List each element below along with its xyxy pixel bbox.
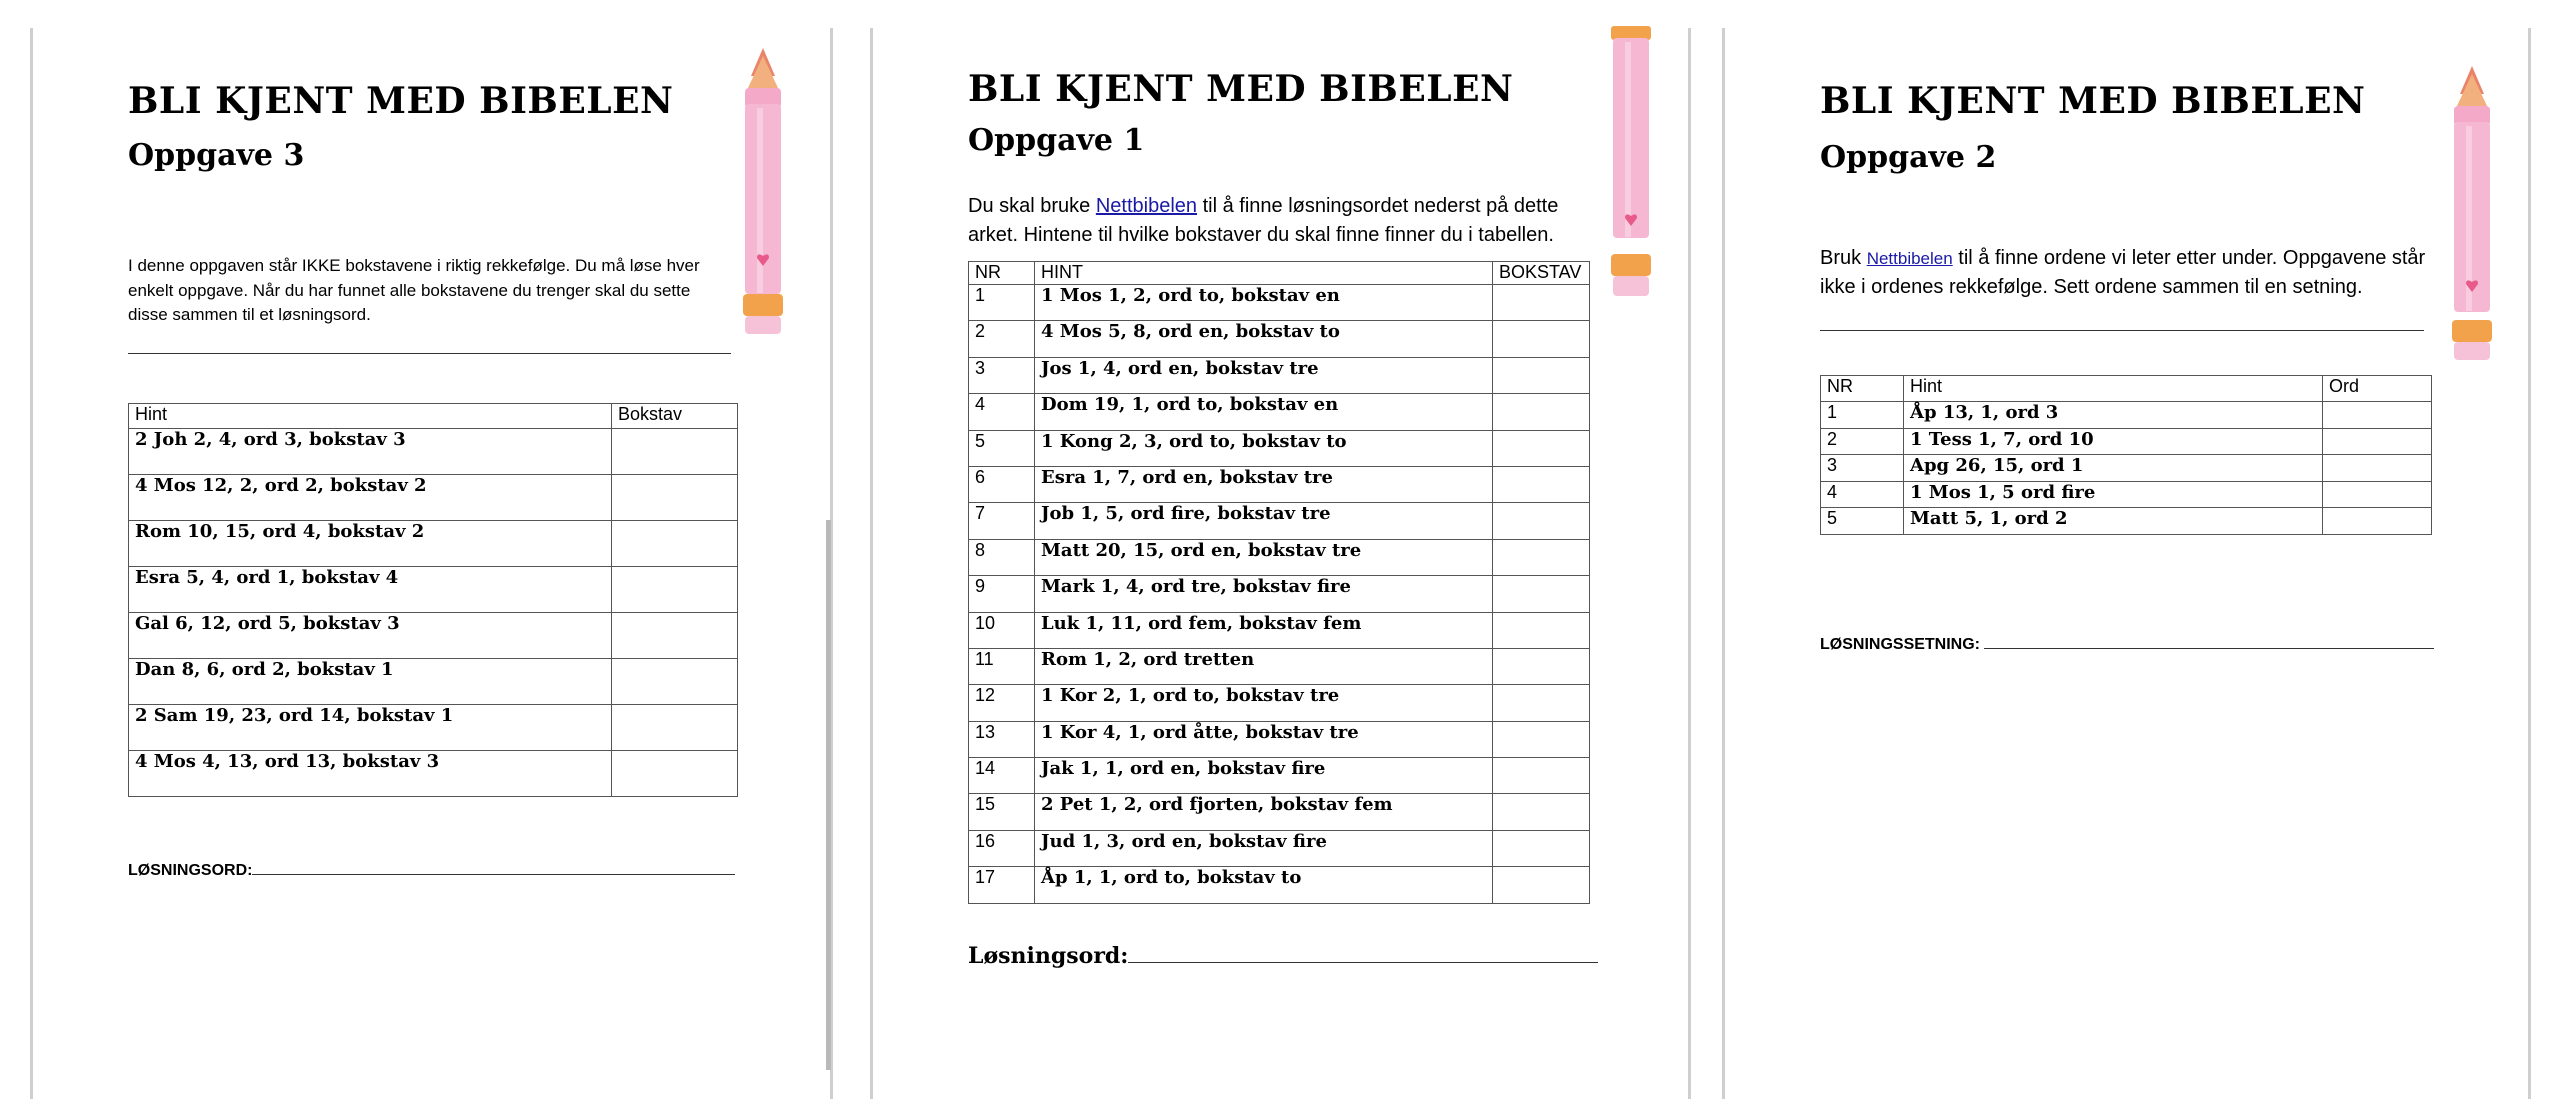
table-row [969,285,1590,321]
solution-line[interactable] [1984,648,2434,649]
intro-text [968,192,1580,250]
answer-cell[interactable] [2323,455,2432,482]
table-row [129,751,738,797]
answer-cell[interactable] [612,659,738,705]
column-header-nr: NR [969,262,1035,285]
answer-cell[interactable] [612,613,738,659]
page-title: BLI KJENT MED BIBELEN [128,80,674,122]
hint-cell: 2 Joh 2, 4, ord 3, bokstav 3 [129,429,612,475]
answer-cell[interactable] [2323,481,2432,508]
intro-text-after: til å finne løsningsordet nederst på dette arket. Hintene til hvilke bokstaver du skal finne finner du i tabellen. [968,195,1559,246]
page-border-left [1722,28,1725,1099]
table-row [969,576,1590,612]
answer-cell[interactable] [1493,867,1590,903]
hint-cell: Jos 1, 4, ord en, bokstav tre [1035,357,1493,393]
hint-cell: Rom 1, 2, ord tretten [1035,648,1493,684]
table-row [1821,428,2432,455]
nettbibelen-link[interactable]: Nettbibelen [1095,195,1198,217]
table-row [1821,508,2432,535]
answer-cell[interactable] [612,567,738,613]
pencil-icon [735,48,791,348]
hint-cell: 4 Mos 4, 13, ord 13, bokstav 3 [129,751,612,797]
solution-label: Løsningsord: [968,943,1129,969]
row-number: 15 [969,794,1035,830]
page-subtitle: Oppgave 3 [128,138,305,173]
column-header-hint: HINT [1035,262,1493,285]
table-row [129,475,738,521]
hint-cell: 4 Mos 12, 2, ord 2, bokstav 2 [129,475,612,521]
hint-cell: Luk 1, 11, ord fem, bokstav fem [1035,612,1493,648]
answer-cell[interactable] [1493,794,1590,830]
table-row [969,648,1590,684]
hint-cell: 1 Kor 4, 1, ord åtte, bokstav tre [1035,721,1493,757]
page-subtitle: Oppgave 2 [1820,140,1997,175]
intro-text: I denne oppgaven står IKKE bokstavene i riktig rekkefølge. Du må løse hver enkelt oppgave. Når du har funnet alle bokstavene du trenger skal du sette disse sammen til et løsningsord. [128,256,700,325]
row-number: 14 [969,758,1035,794]
hint-cell: Mark 1, 4, ord tre, bokstav fire [1035,576,1493,612]
row-number: 6 [969,466,1035,502]
table-row [129,613,738,659]
column-header-hint: Hint [129,404,612,429]
table-row [969,430,1590,466]
table-row [129,429,738,475]
hint-cell: 1 Mos 1, 5 ord fire [1904,481,2323,508]
answer-cell[interactable] [1493,830,1590,866]
answer-cell[interactable] [1493,357,1590,393]
hint-table [1820,375,2432,535]
intro-text [1820,244,2434,302]
hint-cell: Jud 1, 3, ord en, bokstav fire [1035,830,1493,866]
page-border-left [30,28,33,1099]
solution-field[interactable] [1820,636,2434,654]
table-row [969,357,1590,393]
row-number: 3 [969,357,1035,393]
answer-cell[interactable] [1493,539,1590,575]
hint-cell: Esra 5, 4, ord 1, bokstav 4 [129,567,612,613]
answer-cell[interactable] [2323,428,2432,455]
table-row [1821,455,2432,482]
answer-cell[interactable] [612,521,738,567]
row-number: 10 [969,612,1035,648]
hint-cell: Åp 1, 1, ord to, bokstav to [1035,867,1493,903]
answer-cell[interactable] [1493,721,1590,757]
row-number: 11 [969,648,1035,684]
hint-cell: 2 Pet 1, 2, ord fjorten, bokstav fem [1035,794,1493,830]
hint-cell: Dom 19, 1, ord to, bokstav en [1035,394,1493,430]
table-row [1821,481,2432,508]
table-row [969,539,1590,575]
answer-cell[interactable] [1493,285,1590,321]
intro-text-after: til å finne ordene vi leter etter under. Oppgavene står ikke i ordenes rekkefølge. Sett ordene sammen til en setning. [1820,247,2426,298]
answer-cell[interactable] [1493,758,1590,794]
nettbibelen-link[interactable]: Nettbibelen [1866,249,1953,268]
table-row [969,466,1590,502]
answer-cell[interactable] [1493,321,1590,357]
row-number: 5 [1821,508,1904,535]
page-subtitle: Oppgave 1 [968,123,1145,158]
hint-cell: Apg 26, 15, ord 1 [1904,455,2323,482]
hint-cell: Matt 20, 15, ord en, bokstav tre [1035,539,1493,575]
table-row [969,721,1590,757]
row-number: 3 [1821,455,1904,482]
table-row [1821,402,2432,429]
answer-cell[interactable] [1493,648,1590,684]
row-number: 5 [969,430,1035,466]
answer-cell[interactable] [1493,576,1590,612]
column-header-hint: Hint [1904,376,2323,402]
table-row [969,685,1590,721]
pencil-icon [1603,26,1659,301]
answer-cell[interactable] [1493,430,1590,466]
page-title: BLI KJENT MED BIBELEN [968,68,1514,110]
page-title: BLI KJENT MED BIBELEN [1820,80,2366,122]
solution-line[interactable] [252,874,735,875]
answer-cell[interactable] [1493,394,1590,430]
scrollbar[interactable] [826,520,831,1070]
row-number: 7 [969,503,1035,539]
hint-cell: Åp 13, 1, ord 3 [1904,402,2323,429]
row-number: 9 [969,576,1035,612]
hint-table [128,403,738,797]
column-header-nr: NR [1821,376,1904,402]
row-number: 12 [969,685,1035,721]
solution-label: LØSNINGSORD: [128,862,253,879]
row-number: 17 [969,867,1035,903]
page-border-right [2528,28,2531,1099]
row-number: 1 [1821,402,1904,429]
hint-cell: Matt 5, 1, ord 2 [1904,508,2323,535]
hint-cell: 1 Mos 1, 2, ord to, bokstav en [1035,285,1493,321]
column-header-bokstav: BOKSTAV [1493,262,1590,285]
answer-cell[interactable] [612,475,738,521]
answer-cell[interactable] [612,705,738,751]
hint-cell: Jak 1, 1, ord en, bokstav fire [1035,758,1493,794]
table-row [969,830,1590,866]
row-number: 4 [969,394,1035,430]
solution-label: LØSNINGSSETNING: [1820,636,1981,653]
answer-cell[interactable] [612,751,738,797]
column-header-ord: Ord [2323,376,2432,402]
table-row [129,521,738,567]
hint-cell: 1 Kong 2, 3, ord to, bokstav to [1035,430,1493,466]
divider-line [1820,330,2424,331]
answer-cell[interactable] [2323,402,2432,429]
hint-cell: 1 Tess 1, 7, ord 10 [1904,428,2323,455]
table-row [129,659,738,705]
table-row [129,567,738,613]
hint-cell: Job 1, 5, ord fire, bokstav tre [1035,503,1493,539]
table-row [969,867,1590,903]
hint-cell: 2 Sam 19, 23, ord 14, bokstav 1 [129,705,612,751]
solution-line[interactable] [1128,962,1598,963]
answer-cell[interactable] [1493,685,1590,721]
intro-text-before: Du skal bruke [968,195,1096,217]
answer-cell[interactable] [1493,503,1590,539]
answer-cell[interactable] [2323,508,2432,535]
solution-field[interactable] [128,862,735,880]
table-row [969,794,1590,830]
row-number: 1 [969,285,1035,321]
hint-cell: Dan 8, 6, ord 2, bokstav 1 [129,659,612,705]
intro-text-before: Bruk [1820,247,1867,269]
row-number: 2 [969,321,1035,357]
table-row [969,612,1590,648]
hint-cell: 1 Kor 2, 1, ord to, bokstav tre [1035,685,1493,721]
row-number: 2 [1821,428,1904,455]
answer-cell[interactable] [1493,466,1590,502]
answer-cell[interactable] [612,429,738,475]
solution-field[interactable] [968,943,1598,969]
page-border-left [870,28,873,1099]
table-row [969,758,1590,794]
row-number: 13 [969,721,1035,757]
table-row [129,705,738,751]
hint-cell: 4 Mos 5, 8, ord en, bokstav to [1035,321,1493,357]
hint-cell: Rom 10, 15, ord 4, bokstav 2 [129,521,612,567]
divider-line [128,353,731,354]
table-row [969,321,1590,357]
row-number: 16 [969,830,1035,866]
table-row [969,503,1590,539]
pencil-icon [2444,66,2500,366]
answer-cell[interactable] [1493,612,1590,648]
table-row [969,394,1590,430]
hint-cell: Gal 6, 12, ord 5, bokstav 3 [129,613,612,659]
row-number: 4 [1821,481,1904,508]
hint-cell: Esra 1, 7, ord en, bokstav tre [1035,466,1493,502]
hint-table [968,261,1590,904]
page-border-right [1688,28,1691,1099]
column-header-bokstav: Bokstav [612,404,738,429]
row-number: 8 [969,539,1035,575]
